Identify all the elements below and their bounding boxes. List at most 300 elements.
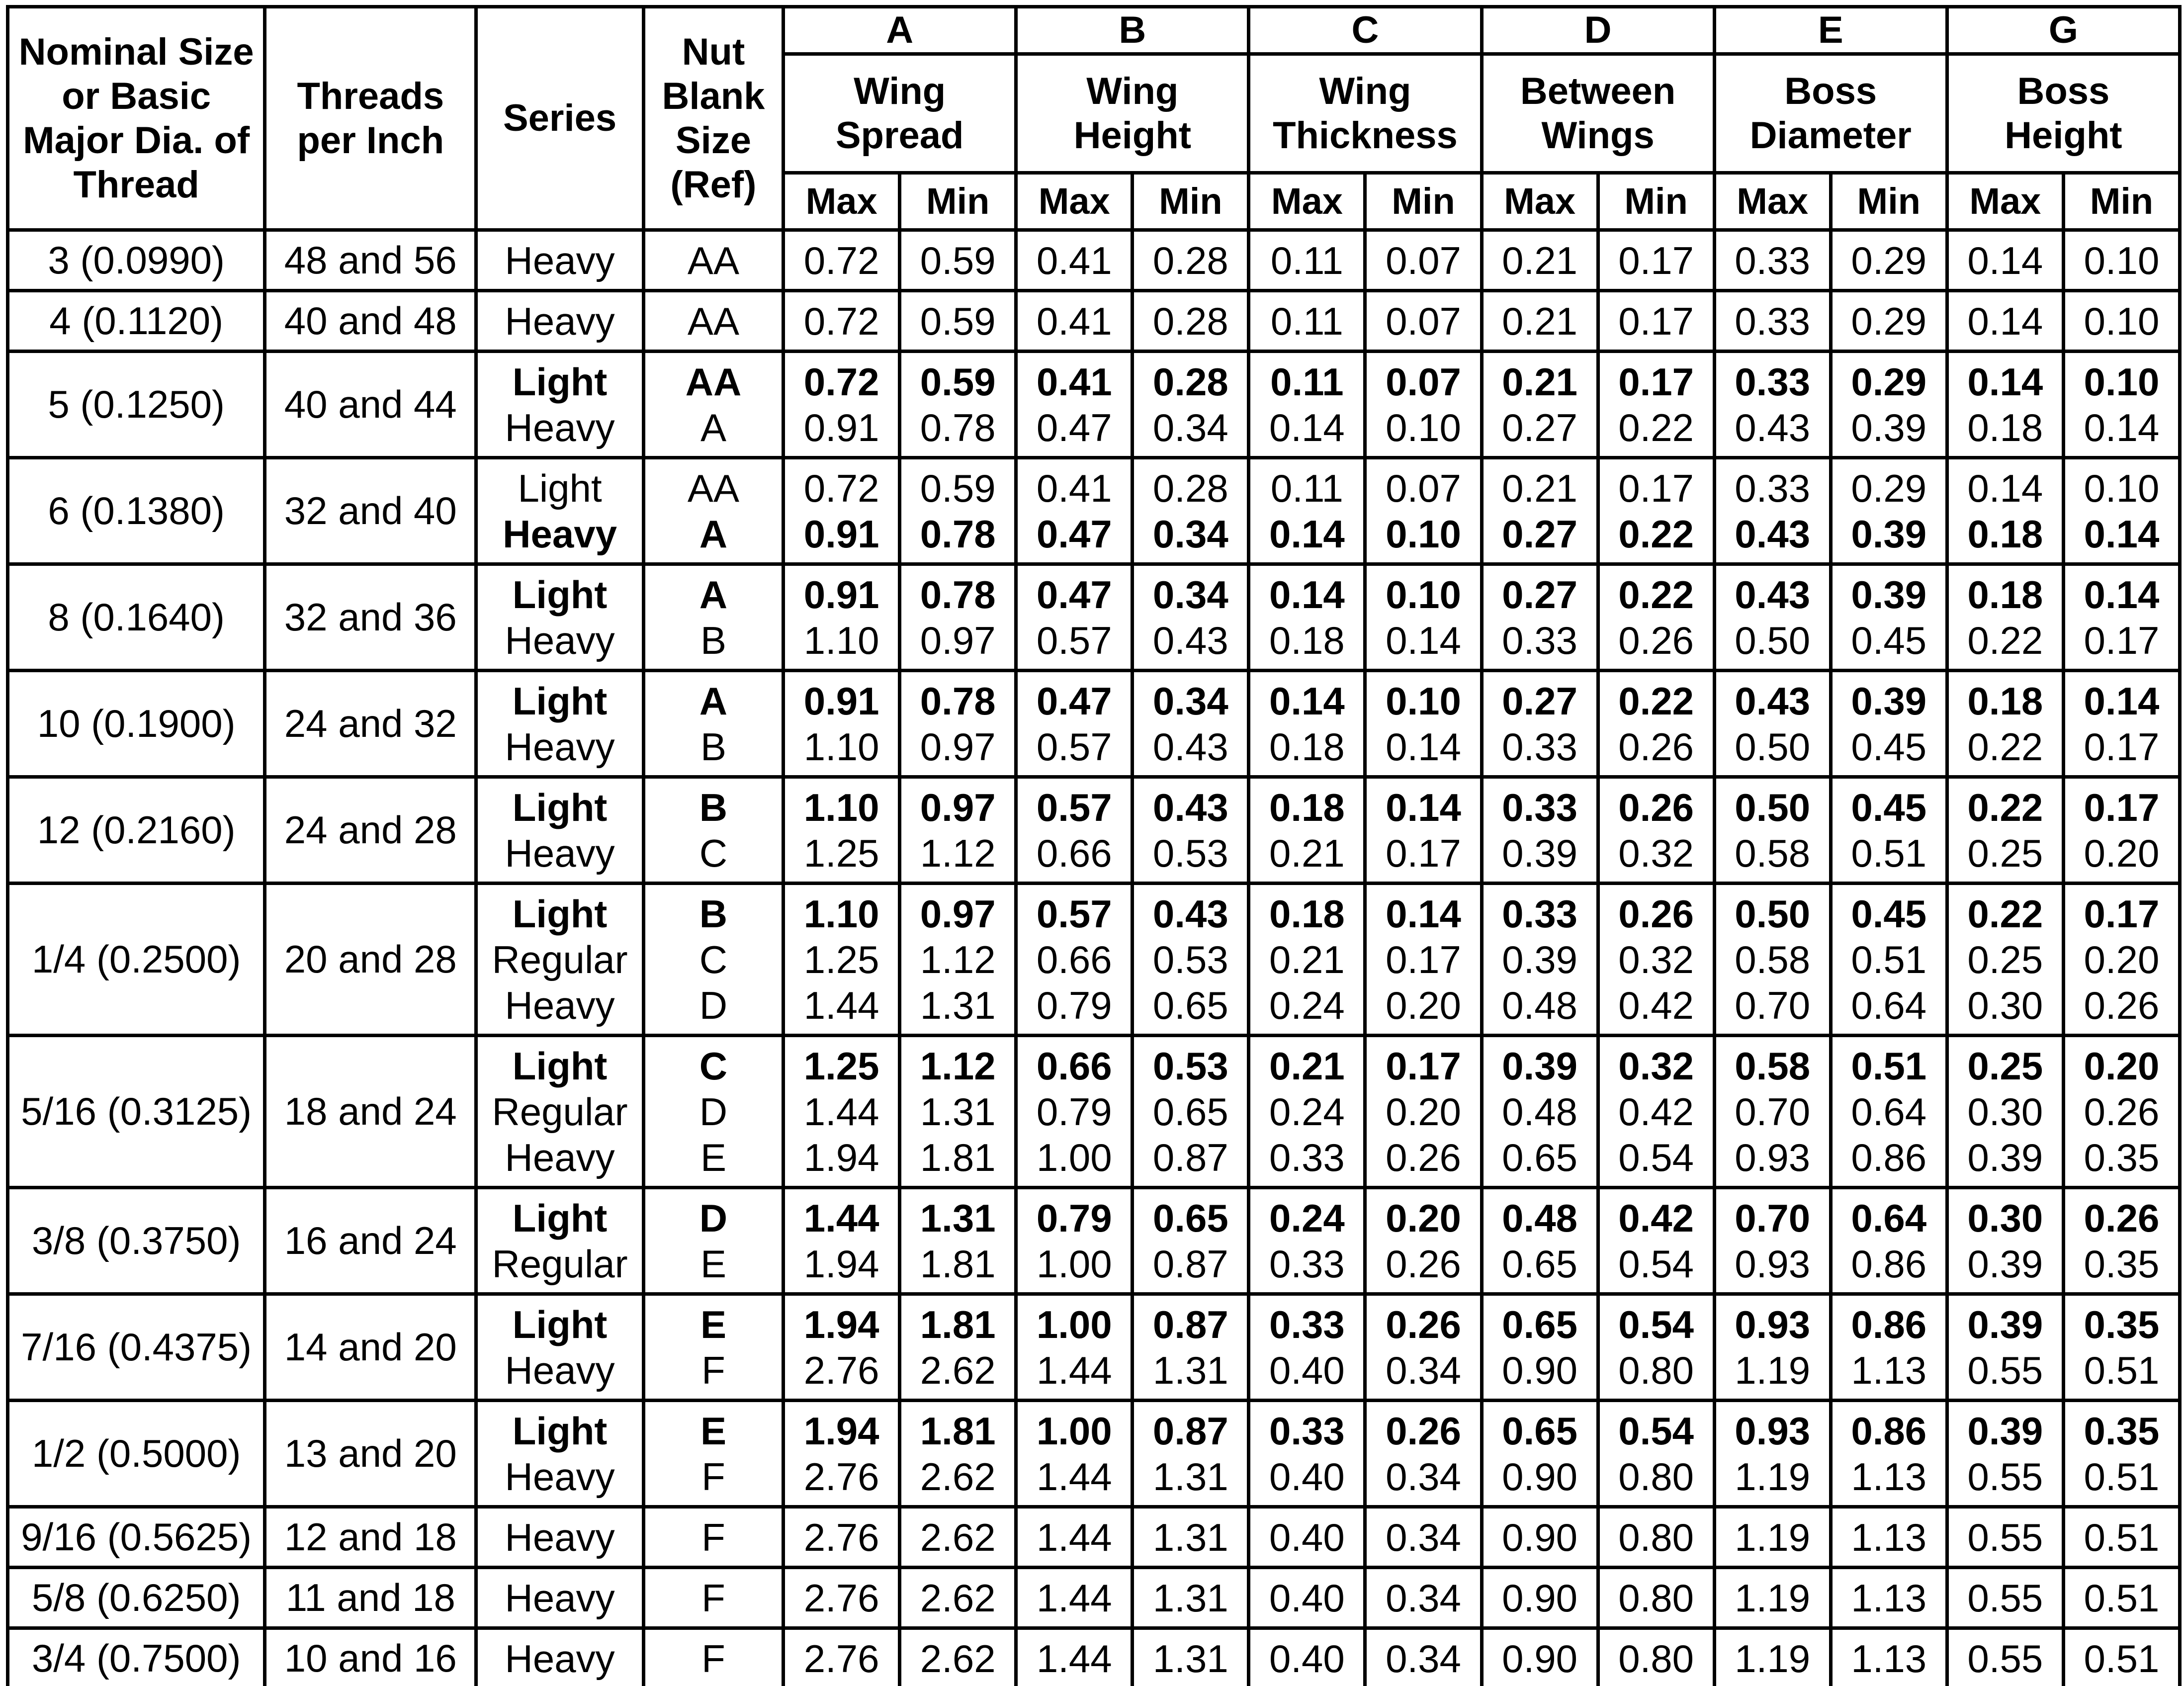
- dimension-g-min-cell: [2063, 564, 2180, 671]
- dimension-d-min-cell: [1598, 1507, 1714, 1568]
- dimension-b-min-cell: [1133, 884, 1249, 1036]
- blank-size-value: C: [699, 831, 728, 875]
- dimension-b-min-cell: [1133, 1294, 1249, 1401]
- dimension-value: 0.26: [2084, 1089, 2160, 1134]
- blank-size-value: C: [699, 937, 728, 981]
- dimension-value: 0.20: [2084, 1044, 2160, 1088]
- dimension-value: 0.45: [1851, 618, 1927, 662]
- dimension-description-d: [1482, 54, 1714, 173]
- dimension-value: 0.30: [1967, 1089, 2043, 1134]
- nominal-size-cell: 7/16 (0.4375): [8, 1294, 265, 1401]
- series-header: Series: [476, 7, 644, 230]
- dimension-value: 0.26: [2084, 1196, 2160, 1240]
- dimension-value: 0.41: [1036, 359, 1112, 404]
- table-row: [8, 1188, 2180, 1294]
- table-row: [8, 671, 2180, 777]
- dimension-value: 1.13: [1851, 1636, 1927, 1681]
- dimension-e-max-cell: [1714, 1294, 1831, 1401]
- table-row: [8, 884, 2180, 1036]
- blank-size-value: E: [700, 1302, 726, 1346]
- dimension-value: 1.44: [1036, 1515, 1112, 1559]
- table-row: [8, 1628, 2180, 1686]
- series-value: Regular: [492, 1089, 628, 1134]
- dimension-e-min-cell: [1831, 564, 1947, 671]
- dimension-value: 0.21: [1269, 1044, 1345, 1088]
- dimension-e-min-cell: [1831, 1036, 1947, 1188]
- dimension-value: 0.90: [1502, 1348, 1577, 1392]
- dimension-g-max-cell: [1947, 671, 2063, 777]
- dimension-c-max-cell: [1249, 1628, 1365, 1686]
- dimension-value: 0.30: [1967, 983, 2043, 1027]
- dimension-g-max-cell: [1947, 1401, 2063, 1507]
- dimension-value: 0.18: [1269, 618, 1345, 662]
- nut-blank-size-cell: [643, 1628, 783, 1686]
- dimension-value: 0.97: [920, 785, 996, 829]
- dimension-value: 0.43: [1735, 679, 1811, 723]
- nominal-size-cell: 5/16 (0.3125): [8, 1036, 265, 1188]
- threads-per-inch-cell: 32 and 36: [265, 564, 476, 671]
- dimension-value: 1.31: [920, 983, 996, 1027]
- dimension-value: 0.10: [2084, 466, 2160, 510]
- dimension-g-max-cell: [1947, 884, 2063, 1036]
- dimension-c-min-cell: [1365, 777, 1482, 884]
- dimension-value: 0.27: [1502, 572, 1577, 617]
- dimension-value: 0.35: [2084, 1242, 2160, 1286]
- dimension-value: 1.19: [1735, 1576, 1811, 1620]
- min-header: Min: [2063, 173, 2180, 230]
- blank-size-value: D: [699, 983, 728, 1027]
- dimension-b-min-cell: [1133, 1036, 1249, 1188]
- dimension-c-min-cell: [1365, 458, 1482, 564]
- dimension-value: 0.91: [803, 572, 879, 617]
- dimension-value: 0.17: [2084, 724, 2160, 769]
- dimension-value: 0.17: [2084, 891, 2160, 936]
- dimension-g-max-cell: [1947, 291, 2063, 352]
- dimension-a-min-cell: [900, 1507, 1016, 1568]
- dimension-value: 0.22: [1967, 618, 2043, 662]
- dimension-c-min-cell: [1365, 230, 1482, 291]
- dimension-value: 0.14: [1386, 785, 1461, 829]
- blank-size-value: A: [699, 572, 728, 617]
- dimension-value: 0.14: [1386, 724, 1461, 769]
- dimension-value: 0.41: [1036, 299, 1112, 343]
- dimension-d-max-cell: [1482, 1401, 1598, 1507]
- nominal-size-cell: 1/4 (0.2500): [8, 884, 265, 1036]
- dimension-c-min-cell: [1365, 1188, 1482, 1294]
- nut-blank-size-cell: [643, 1294, 783, 1401]
- dimension-c-max-cell: [1249, 671, 1365, 777]
- blank-size-value: F: [701, 1636, 725, 1681]
- dimension-value: 0.11: [1270, 359, 1344, 404]
- dimension-d-max-cell: [1482, 671, 1598, 777]
- dimension-description-line: Boss: [2017, 70, 2110, 112]
- dimension-value: 0.18: [1269, 724, 1345, 769]
- dimension-value: 1.81: [920, 1135, 996, 1179]
- dimension-b-min-cell: [1133, 291, 1249, 352]
- dimension-value: 0.40: [1269, 1636, 1345, 1681]
- dimension-d-min-cell: [1598, 884, 1714, 1036]
- dimension-value: 0.10: [1386, 679, 1461, 723]
- dimension-value: 0.17: [1386, 1044, 1461, 1088]
- dimension-value: 0.24: [1269, 983, 1345, 1027]
- threads-per-inch-cell: 10 and 16: [265, 1628, 476, 1686]
- series-value: Heavy: [503, 512, 617, 556]
- dimension-value: 0.58: [1735, 1044, 1811, 1088]
- nut-blank-size-cell: [643, 884, 783, 1036]
- dimension-g-min-cell: [2063, 777, 2180, 884]
- dimension-d-min-cell: [1598, 1401, 1714, 1507]
- threads-per-inch-cell: 13 and 20: [265, 1401, 476, 1507]
- dimension-value: 0.18: [1269, 785, 1345, 829]
- dimension-value: 0.50: [1735, 724, 1811, 769]
- table-header: [8, 7, 2180, 230]
- series-value: Heavy: [505, 1515, 615, 1559]
- dimension-b-max-cell: [1016, 1568, 1133, 1628]
- dimension-b-max-cell: [1016, 671, 1133, 777]
- dimension-value: 0.93: [1735, 1409, 1811, 1453]
- nut-blank-size-cell: [643, 291, 783, 352]
- dimension-c-min-cell: [1365, 1568, 1482, 1628]
- table-body: [8, 230, 2180, 1686]
- dimension-value: 0.20: [1386, 1089, 1461, 1134]
- dimension-value: 1.00: [1036, 1135, 1112, 1179]
- dimension-description-line: Height: [1073, 114, 1192, 157]
- dimension-value: 0.55: [1967, 1576, 2043, 1620]
- dimension-value: 1.10: [803, 785, 879, 829]
- dimension-value: 0.90: [1502, 1576, 1577, 1620]
- dimension-a-max-cell: [784, 1188, 900, 1294]
- dimension-value: 0.10: [1386, 572, 1461, 617]
- dimension-value: 1.13: [1851, 1576, 1927, 1620]
- dimension-value: 0.41: [1036, 466, 1112, 510]
- nut-blank-header-line: Blank: [662, 75, 765, 117]
- dimension-value: 0.17: [1618, 466, 1694, 510]
- dimension-value: 0.20: [1386, 983, 1461, 1027]
- dimension-b-min-cell: [1133, 564, 1249, 671]
- dimension-value: 0.70: [1735, 1196, 1811, 1240]
- dimension-value: 0.10: [2084, 299, 2160, 343]
- dimension-value: 0.33: [1502, 724, 1577, 769]
- dimension-a-max-cell: [784, 777, 900, 884]
- dimension-e-max-cell: [1714, 1188, 1831, 1294]
- dimension-d-min-cell: [1598, 1628, 1714, 1686]
- dimension-value: 0.34: [1152, 679, 1228, 723]
- dimension-value: 1.31: [1152, 1576, 1228, 1620]
- dimension-value: 1.12: [920, 1044, 996, 1088]
- dimension-value: 1.00: [1036, 1242, 1112, 1286]
- dimension-description-line: Thickness: [1273, 114, 1458, 157]
- dimension-value: 0.65: [1152, 1196, 1228, 1240]
- dimension-a-min-cell: [900, 1294, 1016, 1401]
- table-row: [8, 1568, 2180, 1628]
- dimension-value: 0.39: [1851, 512, 1927, 556]
- dimension-description-line: Wings: [1541, 114, 1655, 157]
- dimension-b-min-cell: [1133, 458, 1249, 564]
- nut-blank-size-cell: [643, 352, 783, 458]
- dimension-value: 0.80: [1618, 1636, 1694, 1681]
- nut-blank-size-cell: [643, 1568, 783, 1628]
- dimension-c-max-cell: [1249, 1188, 1365, 1294]
- dimension-b-max-cell: [1016, 458, 1133, 564]
- series-value: Heavy: [505, 1135, 615, 1179]
- dimension-value: 0.51: [2084, 1454, 2160, 1499]
- dimension-value: 1.10: [803, 618, 879, 662]
- nut-blank-size-cell: [643, 230, 783, 291]
- dimension-value: 0.86: [1851, 1409, 1927, 1453]
- dimension-c-min-cell: [1365, 1628, 1482, 1686]
- dimension-value: 0.43: [1152, 891, 1228, 936]
- dimension-value: 0.66: [1036, 1044, 1112, 1088]
- dimension-e-min-cell: [1831, 230, 1947, 291]
- dimension-value: 0.33: [1502, 891, 1577, 936]
- dimension-b-max-cell: [1016, 884, 1133, 1036]
- dimension-d-max-cell: [1482, 1507, 1598, 1568]
- dimension-e-max-cell: [1714, 1568, 1831, 1628]
- dimension-b-max-cell: [1016, 1294, 1133, 1401]
- dimension-value: 0.26: [1618, 891, 1694, 936]
- dimension-value: 0.87: [1152, 1409, 1228, 1453]
- dimension-value: 0.28: [1152, 238, 1228, 282]
- dimension-value: 0.14: [2084, 572, 2160, 617]
- dimension-value: 1.31: [1152, 1348, 1228, 1392]
- blank-size-value: D: [699, 1089, 728, 1134]
- blank-size-value: C: [699, 1044, 728, 1088]
- dimension-value: 2.76: [803, 1576, 879, 1620]
- dimension-value: 0.39: [1967, 1302, 2043, 1346]
- nominal-size-cell: 10 (0.1900): [8, 671, 265, 777]
- dimension-value: 2.62: [920, 1348, 996, 1392]
- dimension-g-max-cell: [1947, 1568, 2063, 1628]
- dimension-value: 0.87: [1152, 1242, 1228, 1286]
- nominal-size-header: [8, 7, 265, 230]
- dimension-g-min-cell: [2063, 1036, 2180, 1188]
- dimension-a-max-cell: [784, 1628, 900, 1686]
- dimension-value: 0.27: [1502, 512, 1577, 556]
- dimension-value: 0.33: [1269, 1302, 1345, 1346]
- dimension-b-max-cell: [1016, 564, 1133, 671]
- dimension-value: 0.18: [1967, 405, 2043, 449]
- dimension-a-min-cell: [900, 352, 1016, 458]
- dimension-a-max-cell: [784, 230, 900, 291]
- dimension-value: 0.51: [2084, 1576, 2160, 1620]
- blank-size-value: A: [699, 679, 728, 723]
- series-cell: [476, 564, 644, 671]
- dimension-value: 0.32: [1618, 937, 1694, 981]
- dimension-value: 0.79: [1036, 983, 1112, 1027]
- dimension-value: 0.29: [1851, 299, 1927, 343]
- dimension-value: 0.14: [2084, 405, 2160, 449]
- header-row-letters: [8, 7, 2180, 54]
- nominal-size-cell: 5/8 (0.6250): [8, 1568, 265, 1628]
- dimension-value: 0.97: [920, 724, 996, 769]
- dimension-value: 0.51: [1851, 1044, 1927, 1088]
- blank-size-value: B: [699, 891, 728, 936]
- dimension-b-max-cell: [1016, 1401, 1133, 1507]
- dimension-g-min-cell: [2063, 458, 2180, 564]
- max-header: Max: [1249, 173, 1365, 230]
- nut-blank-header-line: Size: [675, 119, 751, 162]
- dimension-a-min-cell: [900, 884, 1016, 1036]
- series-cell: [476, 1188, 644, 1294]
- table-row: [8, 458, 2180, 564]
- min-header: Min: [1598, 173, 1714, 230]
- dimension-description-line: Wing: [854, 70, 946, 112]
- dimension-e-min-cell: [1831, 1188, 1947, 1294]
- blank-size-value: AA: [687, 466, 739, 510]
- dimension-value: 1.25: [803, 1044, 879, 1088]
- dimension-d-min-cell: [1598, 1036, 1714, 1188]
- dimension-d-max-cell: [1482, 1568, 1598, 1628]
- dimension-b-max-cell: [1016, 352, 1133, 458]
- nut-blank-size-cell: [643, 1188, 783, 1294]
- series-value: Light: [512, 785, 608, 829]
- dimension-value: 0.45: [1851, 724, 1927, 769]
- dimension-value: 0.22: [1618, 405, 1694, 449]
- dimension-e-max-cell: [1714, 1507, 1831, 1568]
- dimension-a-min-cell: [900, 1188, 1016, 1294]
- series-cell: [476, 458, 644, 564]
- dimension-value: 0.34: [1152, 512, 1228, 556]
- dimension-c-max-cell: [1249, 777, 1365, 884]
- dimension-c-min-cell: [1365, 352, 1482, 458]
- dimension-value: 0.59: [920, 299, 996, 343]
- dimension-letter-b: B: [1016, 7, 1249, 54]
- dimension-g-max-cell: [1947, 1507, 2063, 1568]
- dimension-value: 0.10: [1386, 405, 1461, 449]
- dimension-description-line: Wing: [1086, 70, 1179, 112]
- dimension-e-max-cell: [1714, 1036, 1831, 1188]
- dimension-a-max-cell: [784, 564, 900, 671]
- dimension-a-max-cell: [784, 671, 900, 777]
- table-row: [8, 1036, 2180, 1188]
- series-value: Light: [512, 359, 608, 404]
- dimension-value: 1.81: [920, 1302, 996, 1346]
- dimension-value: 0.14: [1967, 359, 2043, 404]
- dimension-value: 0.78: [920, 679, 996, 723]
- dimension-value: 0.80: [1618, 1515, 1694, 1559]
- dimension-value: 0.21: [1502, 466, 1577, 510]
- dimension-value: 1.81: [920, 1409, 996, 1453]
- series-value: Heavy: [505, 1454, 615, 1499]
- dimension-value: 0.33: [1735, 299, 1811, 343]
- dimension-value: 0.33: [1269, 1135, 1345, 1179]
- dimension-value: 0.28: [1152, 299, 1228, 343]
- dimension-a-min-cell: [900, 1401, 1016, 1507]
- dimension-value: 2.62: [920, 1454, 996, 1499]
- series-value: Heavy: [505, 238, 615, 282]
- nominal-size-header-line: Thread: [73, 164, 199, 206]
- dimension-value: 2.76: [803, 1515, 879, 1559]
- dimension-value: 0.72: [803, 359, 879, 404]
- dimension-value: 0.55: [1967, 1636, 2043, 1681]
- dimension-description-line: Diameter: [1749, 114, 1912, 157]
- series-value: Heavy: [505, 724, 615, 769]
- wing-nut-dimensions-table: [6, 5, 2182, 1686]
- blank-size-value: AA: [685, 359, 742, 404]
- dimension-value: 0.17: [1618, 359, 1694, 404]
- dimension-value: 0.34: [1386, 1515, 1461, 1559]
- dimension-d-max-cell: [1482, 564, 1598, 671]
- dimension-value: 0.87: [1152, 1302, 1228, 1346]
- dimension-value: 1.31: [920, 1196, 996, 1240]
- dimension-value: 0.25: [1967, 937, 2043, 981]
- series-cell: [476, 1401, 644, 1507]
- dimension-value: 0.34: [1152, 572, 1228, 617]
- dimension-description-line: Spread: [835, 114, 964, 157]
- dimension-value: 0.22: [1618, 512, 1694, 556]
- dimension-value: 0.78: [920, 512, 996, 556]
- max-header: Max: [1482, 173, 1598, 230]
- dimension-value: 0.51: [1851, 937, 1927, 981]
- dimension-value: 0.50: [1735, 618, 1811, 662]
- dimension-value: 0.65: [1502, 1135, 1577, 1179]
- series-cell: [476, 1568, 644, 1628]
- dimension-value: 0.86: [1851, 1302, 1927, 1346]
- dimension-value: 0.42: [1618, 1196, 1694, 1240]
- dimension-value: 0.48: [1502, 983, 1577, 1027]
- min-header: Min: [1365, 173, 1482, 230]
- dimension-g-max-cell: [1947, 777, 2063, 884]
- dimension-c-min-cell: [1365, 1401, 1482, 1507]
- dimension-b-min-cell: [1133, 1507, 1249, 1568]
- dimension-value: 1.13: [1851, 1515, 1927, 1559]
- dimension-value: 0.21: [1502, 299, 1577, 343]
- series-cell: [476, 1294, 644, 1401]
- dimension-g-max-cell: [1947, 1036, 2063, 1188]
- series-value: Heavy: [505, 618, 615, 662]
- dimension-d-max-cell: [1482, 230, 1598, 291]
- dimension-value: 0.14: [2084, 679, 2160, 723]
- dimension-value: 0.21: [1502, 359, 1577, 404]
- threads-per-inch-cell: 32 and 40: [265, 458, 476, 564]
- dimension-description-line: Between: [1520, 70, 1676, 112]
- dimension-value: 0.50: [1735, 891, 1811, 936]
- series-value: Heavy: [505, 299, 615, 343]
- dimension-a-max-cell: [784, 1568, 900, 1628]
- dimension-value: 0.25: [1967, 831, 2043, 875]
- threads-per-inch-cell: 24 and 32: [265, 671, 476, 777]
- dimension-value: 1.19: [1735, 1636, 1811, 1681]
- dimension-value: 1.12: [920, 937, 996, 981]
- dimension-d-min-cell: [1598, 671, 1714, 777]
- dimension-g-min-cell: [2063, 1401, 2180, 1507]
- nominal-size-header-line: Nominal Size: [18, 31, 254, 73]
- dimension-letter-d: D: [1482, 7, 1714, 54]
- series-cell: [476, 230, 644, 291]
- dimension-value: 1.12: [920, 831, 996, 875]
- dimension-d-max-cell: [1482, 458, 1598, 564]
- dimension-value: 0.22: [1967, 785, 2043, 829]
- dimension-value: 0.45: [1851, 785, 1927, 829]
- dimension-value: 0.40: [1269, 1576, 1345, 1620]
- dimension-value: 0.65: [1152, 1089, 1228, 1134]
- blank-size-value: E: [700, 1409, 726, 1453]
- dimension-value: 0.43: [1735, 512, 1811, 556]
- dimension-e-max-cell: [1714, 1628, 1831, 1686]
- dimension-value: 0.14: [1967, 238, 2043, 282]
- dimension-a-min-cell: [900, 1568, 1016, 1628]
- dimension-b-min-cell: [1133, 671, 1249, 777]
- table-row: [8, 777, 2180, 884]
- dimension-e-min-cell: [1831, 1568, 1947, 1628]
- dimension-value: 1.00: [1036, 1302, 1112, 1346]
- dimension-a-max-cell: [784, 352, 900, 458]
- dimension-value: 1.44: [1036, 1454, 1112, 1499]
- nut-blank-size-cell: [643, 777, 783, 884]
- dimension-value: 1.31: [1152, 1636, 1228, 1681]
- dimension-e-max-cell: [1714, 671, 1831, 777]
- dimension-value: 0.21: [1269, 937, 1345, 981]
